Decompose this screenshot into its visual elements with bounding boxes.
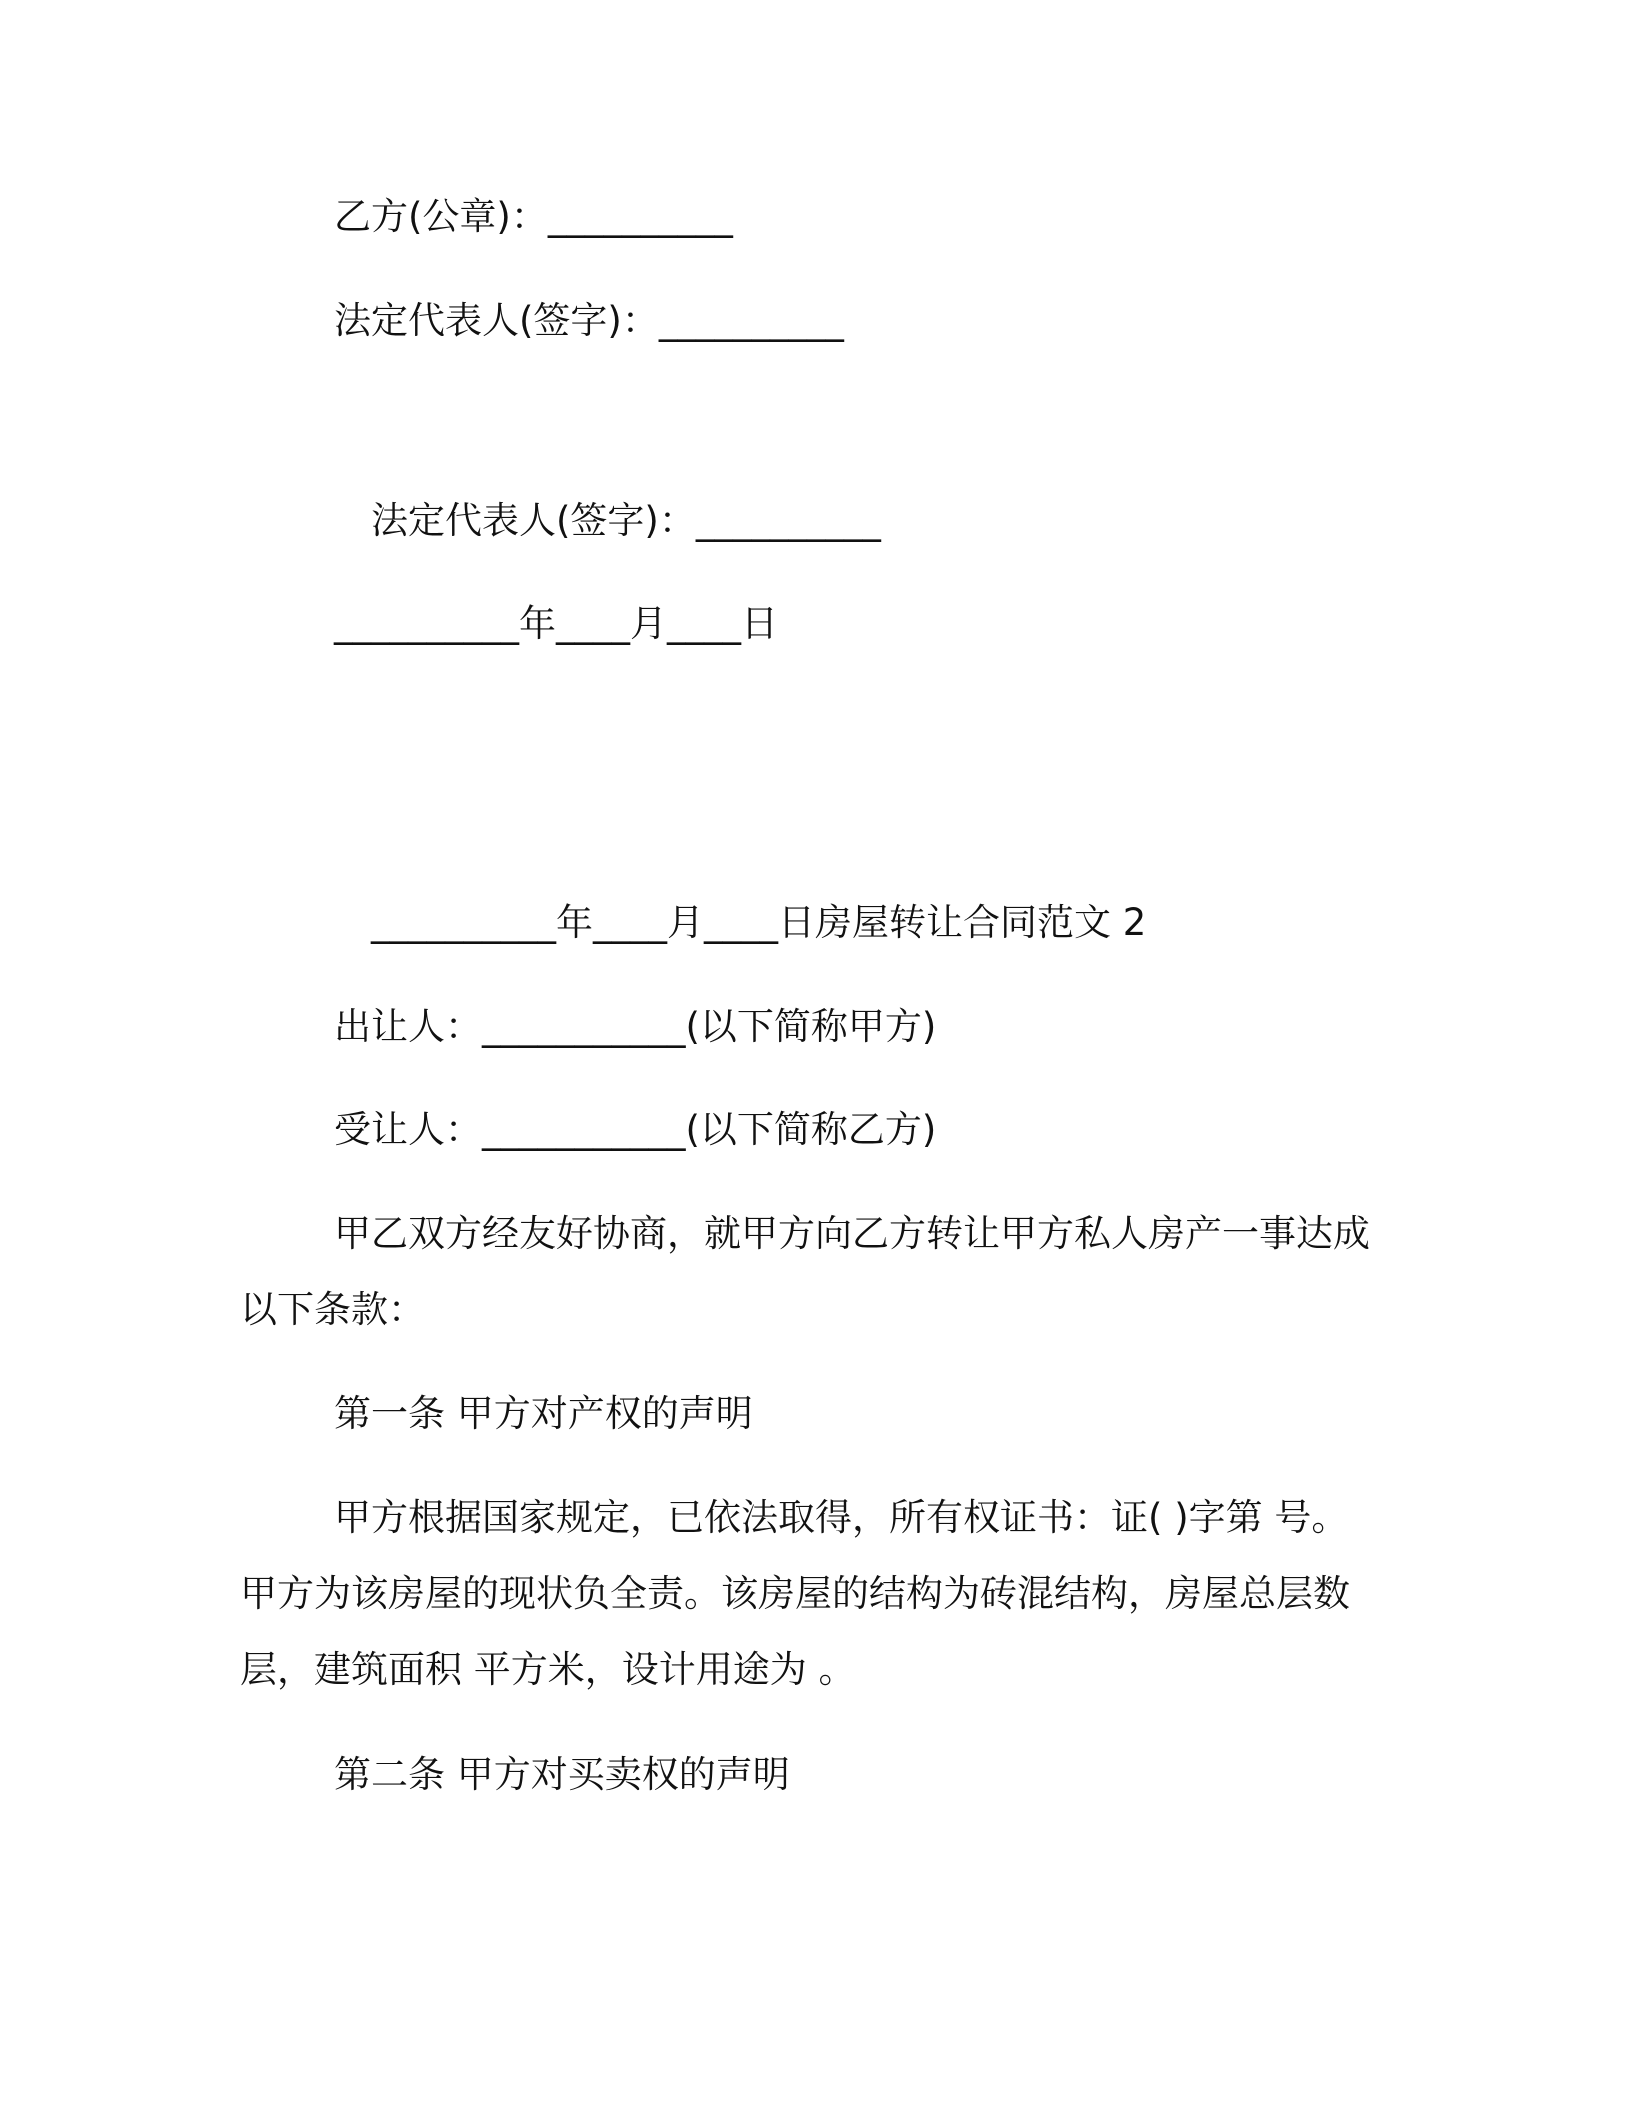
contract-title: __________年____月____日房屋转让合同范文 2 [371,901,1147,944]
signature-date-line: __________年____月____日 [334,602,778,645]
article-1-body: 甲方根据国家规定，已依法取得，所有权证书：证( )字第 号。甲方为该房屋的现状负全责。该房屋的结构为砖混结构，房屋总层数层，建筑面积 平方米，设计用途为 。 [240,1496,1350,1691]
intro-paragraph: 甲乙双方经友好协商，就甲方向乙方转让甲方私人房产一事达成以下条款： [240,1212,1370,1331]
transferee-line: 受让人：___________(以下简称乙方) [334,1108,937,1151]
transferor-line: 出让人：___________(以下简称甲方) [334,1005,937,1048]
legal-representative-signature-line: 法定代表人(签字)：__________ [334,299,844,342]
legal-representative-signature-line-2: 法定代表人(签字)：__________ [371,499,881,542]
article-2-heading: 第二条 甲方对买卖权的声明 [334,1753,790,1796]
party-b-seal-line: 乙方(公章)：__________ [334,195,733,238]
article-1-heading: 第一条 甲方对产权的声明 [334,1392,753,1435]
